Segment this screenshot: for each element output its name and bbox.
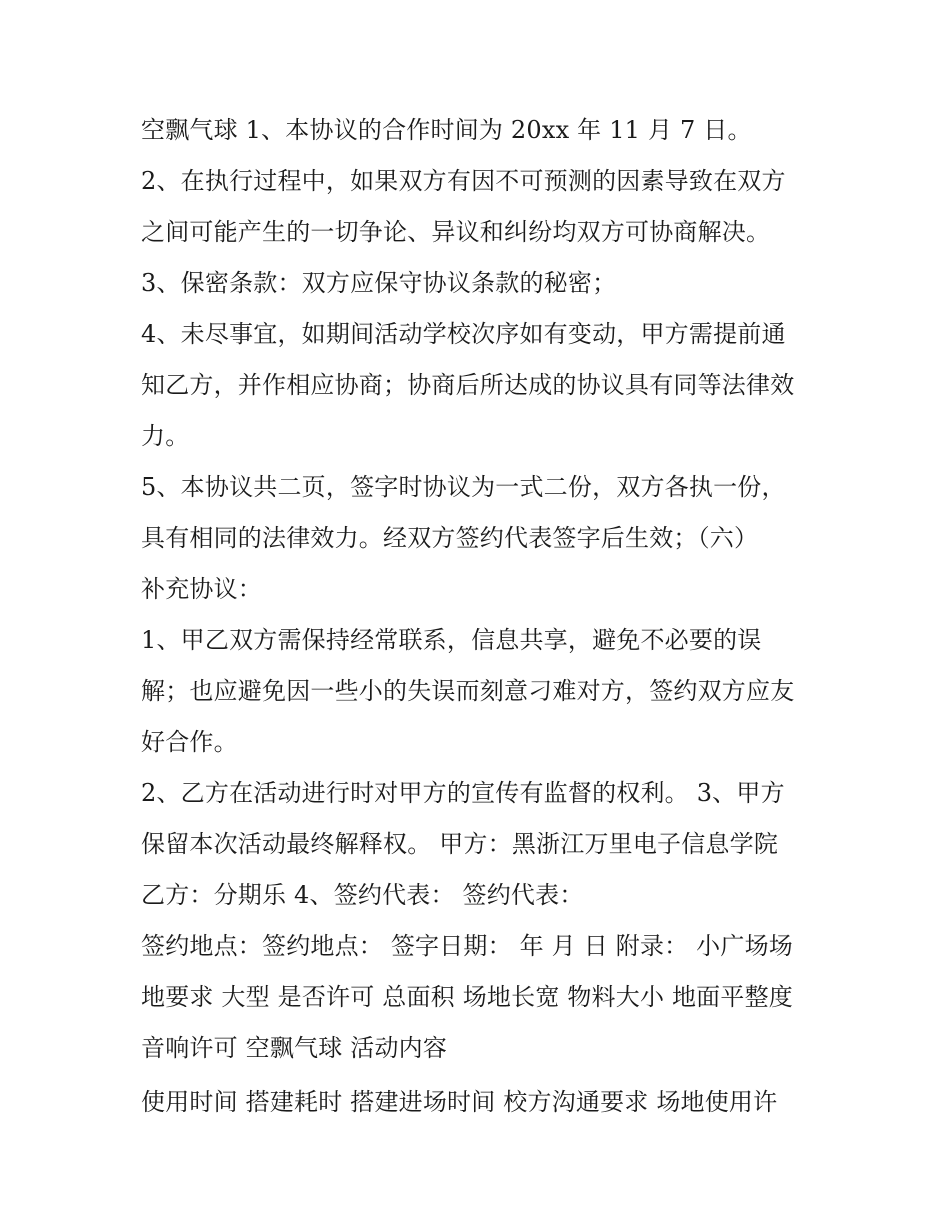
text-line: 保留本次活动最终解释权。 甲方：黑浙江万里电子信息学院 — [141, 830, 779, 858]
text-line: 地要求 大型 是否许可 总面积 场地长宽 物料大小 地面平整度 — [141, 983, 793, 1011]
text-line: 解；也应避免因一些小的失误而刻意刁难对方，签约双方应友 — [141, 677, 795, 705]
text-line: 2、乙方在活动进行时对甲方的宣传有监督的权利。 3、甲方 — [141, 779, 785, 807]
text-line: 3、保密条款：双方应保守协议条款的秘密； — [141, 269, 617, 297]
text-line: 好合作。 — [141, 728, 238, 756]
text-line: 知乙方，并作相应协商；协商后所达成的协议具有同等法律效 — [141, 371, 795, 399]
text-line: 之间可能产生的一切争论、异议和纠纷均双方可协商解决。 — [141, 218, 771, 246]
text-line: 具有相同的法律效力。经双方签约代表签字后生效；（六） — [141, 524, 759, 552]
text-line: 补充协议： — [141, 575, 262, 603]
text-line: 使用时间 搭建耗时 搭建进场时间 校方沟通要求 场地使用许 — [141, 1088, 778, 1116]
document-body — [141, 105, 821, 1128]
text-line: 空飘气球 1、本协议的合作时间为 20xx 年 11 月 7 日。 — [141, 116, 752, 144]
text-line: 4、未尽事宜，如期间活动学校次序如有变动，甲方需提前通 — [141, 320, 786, 348]
text-line: 乙方：分期乐 4、签约代表： 签约代表： — [141, 881, 584, 909]
text-line: 5、本协议共二页，签字时协议为一式二份，双方各执一份， — [141, 473, 786, 501]
text-line: 签约地点：签约地点： 签字日期： 年 月 日 附录： 小广场场 — [141, 932, 793, 960]
text-line: 1、甲乙双方需保持经常联系，信息共享，避免不必要的误 — [141, 626, 762, 654]
text-line: 力。 — [141, 422, 190, 450]
text-line: 2、在执行过程中，如果双方有因不可预测的因素导致在双方 — [141, 167, 786, 195]
text-line: 音响许可 空飘气球 活动内容 — [141, 1034, 448, 1062]
